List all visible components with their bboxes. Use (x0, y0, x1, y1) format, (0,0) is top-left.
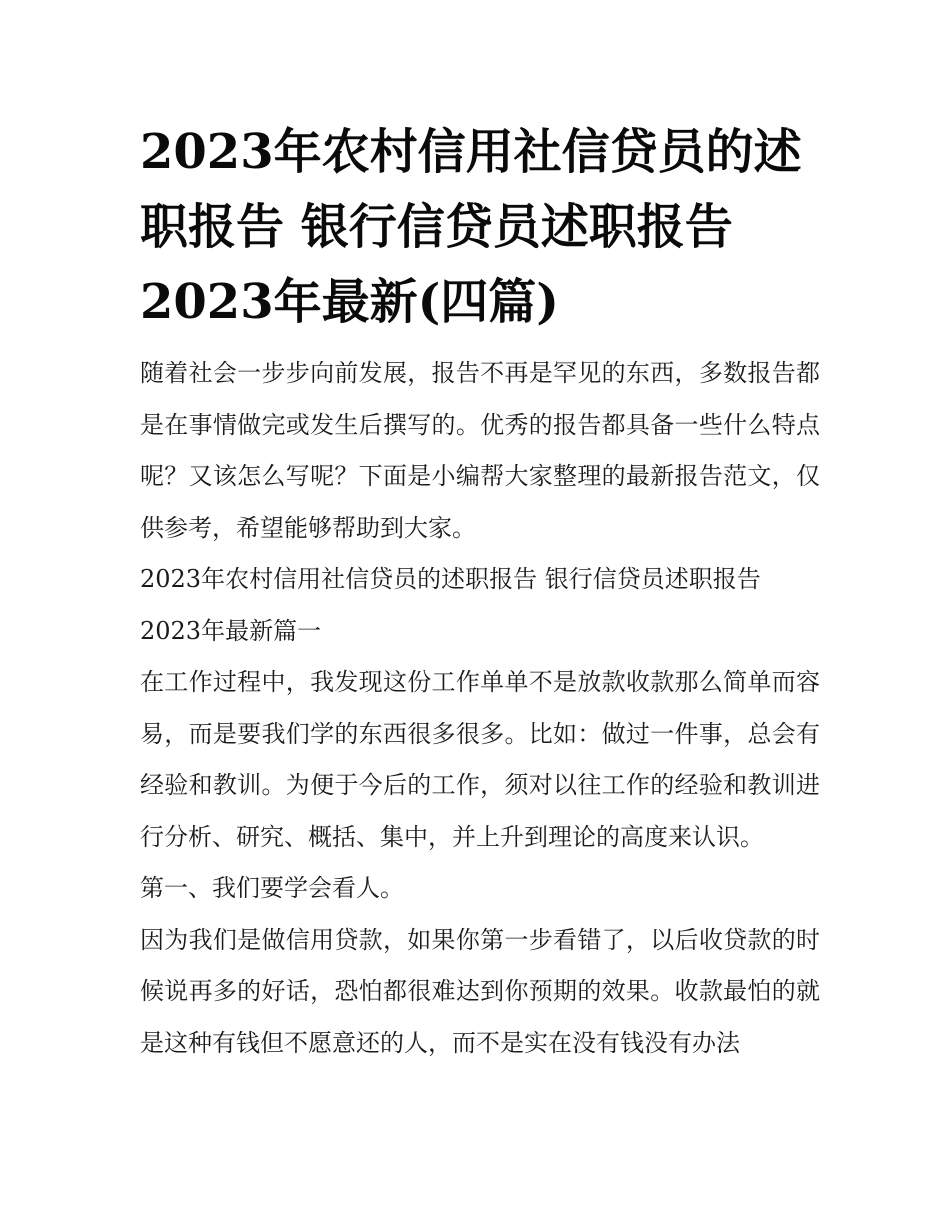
title-line-3: 2023年最新(四篇) (140, 274, 560, 330)
title-line-2: 职报告 银行信贷员述职报告 (140, 199, 733, 255)
section-heading-line-2: 2023年最新篇一 (140, 616, 322, 645)
credit-loan-paragraph: 因为我们是做信用贷款，如果你第一步看错了，以后收贷款的时候说再多的好话，恐怕都很难达到你预期的效果。收款最怕的就是这种有钱但不愿意还的人，而不是实在没有钱没有办法 (140, 925, 820, 1057)
document-body (140, 348, 820, 1069)
title-line-1: 2023年农村信用社信贷员的述 (140, 124, 802, 180)
section-heading-line-1: 2023年农村信用社信贷员的述职报告 银行信贷员述职报告 (140, 565, 761, 593)
work-experience-paragraph: 在工作过程中，我发现这份工作单单不是放款收款那么简单而容易，而是要我们学的东西很多很多。比如：做过一件事，总会有经验和教训。为便于今后的工作，须对以往工作的经验和教训进行分析、研究、概括、集中，并上升到理论的高度来认识。 (140, 668, 820, 851)
document-title (140, 115, 820, 340)
intro-paragraph: 随着社会一步步向前发展，报告不再是罕见的东西，多数报告都是在事情做完或发生后撰写的。优秀的报告都具备一些什么特点呢？又该怎么写呢？下面是小编帮大家整理的最新报告范文，仅供参考，希望能够帮助到大家。 (140, 359, 820, 542)
document-content (140, 115, 820, 1069)
point-one-heading: 第一、我们要学会看人。 (140, 874, 404, 902)
